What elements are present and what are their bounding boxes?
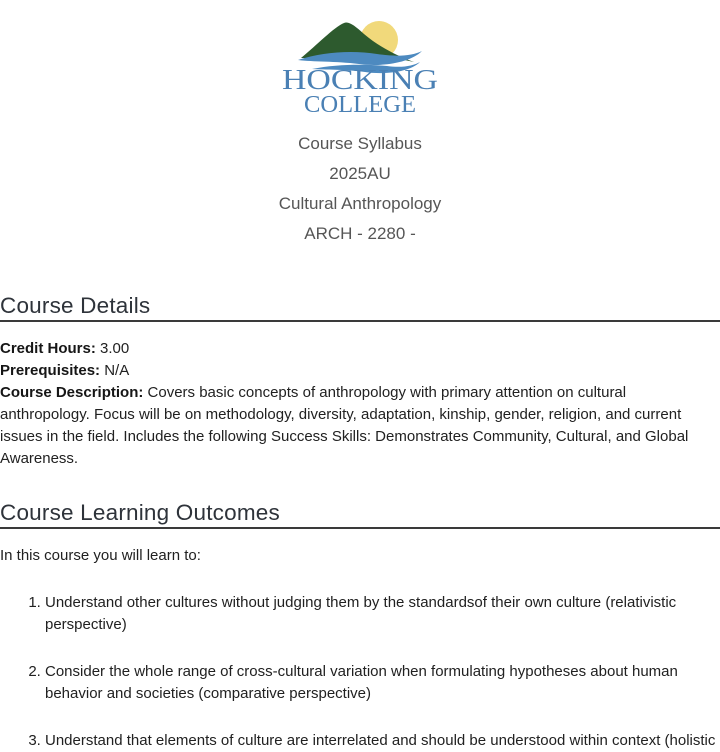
outcomes-list <box>0 592 720 752</box>
page-container <box>0 15 720 752</box>
course-description-value: Covers basic concepts of anthropology with primary attention on cultural anthropology. Focus will be on methodology, diversity, adaptation, kinship, gender, religion, and current issues in the field. Includes the following Success Skills: Demonstrates Community, Cultural, and Global Awareness. <box>0 384 689 467</box>
prerequisites-label: Prerequisites: <box>0 362 101 379</box>
term-label: 2025AU <box>329 164 391 183</box>
credit-hours-label: Credit Hours: <box>0 340 96 357</box>
logo-wordmark-college: COLLEGE <box>304 92 416 118</box>
outcome-item-text: 1. Understand other cultures without judging them by the standardsof their own culture (relativistic perspective) <box>45 594 677 633</box>
outcome-item-text: 2. Consider the whole range of cross-cultural variation when formulating hypotheses about human behavior and societies (comparative perspective) <box>45 663 678 702</box>
section-heading-course-details: Course Details <box>0 293 720 322</box>
course-details-block <box>0 338 720 470</box>
outcomes-intro: In this course you will learn to: <box>0 547 201 564</box>
section-heading-learning-outcomes: Course Learning Outcomes <box>0 500 720 529</box>
credit-hours-row <box>0 338 720 360</box>
logo-wordmark-hocking: HOCKING <box>282 64 439 96</box>
course-description-label: Course Description: <box>0 384 144 401</box>
prerequisites-row <box>0 360 720 382</box>
hocking-college-logo-image <box>277 15 443 122</box>
hocking-college-logo <box>277 15 443 122</box>
syllabus-header <box>0 129 720 249</box>
outcome-item <box>45 730 720 752</box>
course-syllabus-title: Course Syllabus <box>298 134 422 153</box>
credit-hours-value: 3.00 <box>100 340 130 357</box>
prerequisites-value: N/A <box>104 362 130 379</box>
course-code: ARCH - 2280 - <box>304 224 416 243</box>
course-description-row <box>0 382 720 470</box>
outcome-item-text: 3. Understand that elements of culture are interrelated and should be understood within context (holistic <box>45 732 716 749</box>
course-name: Cultural Anthropology <box>278 194 442 213</box>
outcome-item <box>45 661 720 705</box>
outcome-item <box>45 592 720 636</box>
